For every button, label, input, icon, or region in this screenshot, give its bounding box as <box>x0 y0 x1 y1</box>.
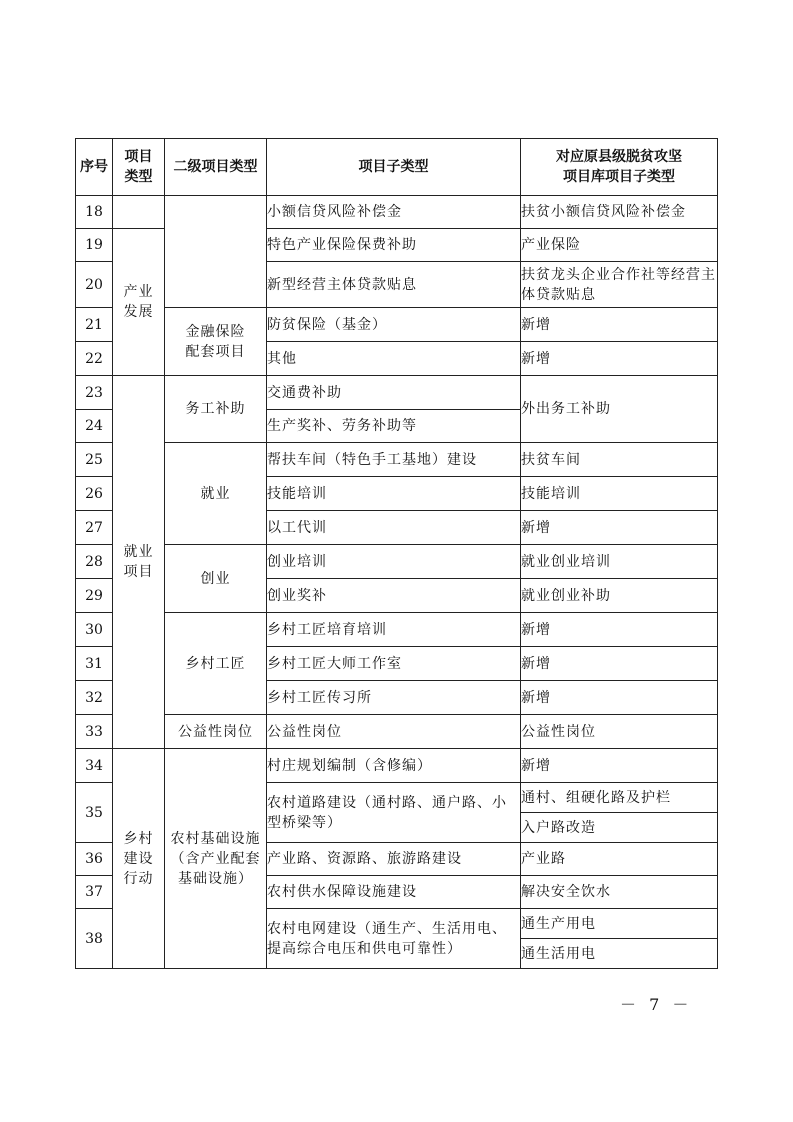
row-num: 26 <box>76 477 113 511</box>
subtype-cell: 交通费补助 <box>267 376 521 410</box>
row-num: 24 <box>76 410 113 443</box>
row-num: 27 <box>76 511 113 545</box>
library-cell: 扶贫龙头企业合作社等经营主体贷款贴息 <box>521 262 718 308</box>
library-cell: 扶贫小额信贷风险补偿金 <box>521 196 718 229</box>
row-num: 34 <box>76 749 113 783</box>
library-cell: 新增 <box>521 342 718 376</box>
row-num: 38 <box>76 909 113 969</box>
library-cell: 新增 <box>521 681 718 715</box>
subtype-cell: 创业奖补 <box>267 579 521 613</box>
level2-cell-public-welfare: 公益性岗位 <box>165 715 267 749</box>
library-cell: 新增 <box>521 511 718 545</box>
subtype-cell: 生产奖补、劳务补助等 <box>267 410 521 443</box>
level2-cell-empty <box>165 196 267 308</box>
subtype-cell: 其他 <box>267 342 521 376</box>
row-num: 23 <box>76 376 113 410</box>
subtype-cell: 防贫保险（基金） <box>267 308 521 342</box>
library-cell: 通村、组硬化路及护栏 <box>521 783 718 813</box>
level2-cell-employment: 就业 <box>165 443 267 545</box>
level2-cell-rural-craftsman: 乡村工匠 <box>165 613 267 715</box>
subtype-cell: 以工代训 <box>267 511 521 545</box>
library-cell: 产业保险 <box>521 229 718 262</box>
library-cell: 入户路改造 <box>521 813 718 843</box>
subtype-cell: 新型经营主体贷款贴息 <box>267 262 521 308</box>
library-cell: 公益性岗位 <box>521 715 718 749</box>
level2-cell-rural-infrastructure: 农村基础设施 （含产业配套 基础设施） <box>165 749 267 969</box>
header-num: 序号 <box>76 139 113 196</box>
subtype-cell: 特色产业保险保费补助 <box>267 229 521 262</box>
library-cell: 外出务工补助 <box>521 376 718 443</box>
table-row <box>76 196 718 229</box>
subtype-cell: 村庄规划编制（含修编） <box>267 749 521 783</box>
library-cell: 新增 <box>521 749 718 783</box>
page-number: － 7 － <box>620 995 693 1014</box>
subtype-cell: 农村供水保障设施建设 <box>267 876 521 909</box>
row-num: 31 <box>76 647 113 681</box>
subtype-cell: 技能培训 <box>267 477 521 511</box>
row-num: 29 <box>76 579 113 613</box>
library-cell: 就业创业培训 <box>521 545 718 579</box>
subtype-cell: 创业培训 <box>267 545 521 579</box>
row-num: 37 <box>76 876 113 909</box>
type-cell-industry: 产业 发展 <box>113 229 165 376</box>
subtype-cell: 帮扶车间（特色手工基地）建设 <box>267 443 521 477</box>
library-cell: 通生产用电 <box>521 909 718 939</box>
row-num: 20 <box>76 262 113 308</box>
header-level2: 二级项目类型 <box>165 139 267 196</box>
header-subtype: 项目子类型 <box>267 139 521 196</box>
row-num: 21 <box>76 308 113 342</box>
row-num: 36 <box>76 843 113 876</box>
subtype-cell: 乡村工匠传习所 <box>267 681 521 715</box>
subtype-cell: 农村道路建设（通村路、通户路、小型桥梁等） <box>267 783 521 843</box>
library-cell: 扶贫车间 <box>521 443 718 477</box>
row-num: 25 <box>76 443 113 477</box>
level2-cell-entrepreneurship: 创业 <box>165 545 267 613</box>
subtype-cell: 小额信贷风险补偿金 <box>267 196 521 229</box>
subtype-cell: 公益性岗位 <box>267 715 521 749</box>
library-cell: 解决安全饮水 <box>521 876 718 909</box>
library-cell: 新增 <box>521 613 718 647</box>
table-row <box>76 376 718 410</box>
library-cell: 技能培训 <box>521 477 718 511</box>
type-cell-rural-construction: 乡村 建设 行动 <box>113 749 165 969</box>
row-num: 19 <box>76 229 113 262</box>
library-cell: 新增 <box>521 308 718 342</box>
table-row <box>76 545 718 579</box>
library-cell: 产业路 <box>521 843 718 876</box>
subtype-cell: 乡村工匠大师工作室 <box>267 647 521 681</box>
row-num: 18 <box>76 196 113 229</box>
header-type: 项目 类型 <box>113 139 165 196</box>
header-library: 对应原县级脱贫攻坚 项目库项目子类型 <box>521 139 718 196</box>
row-num: 32 <box>76 681 113 715</box>
row-num: 30 <box>76 613 113 647</box>
table-header-row <box>76 139 718 196</box>
project-type-table <box>75 138 718 969</box>
level2-cell-finance-insurance: 金融保险 配套项目 <box>165 308 267 376</box>
subtype-cell: 乡村工匠培育培训 <box>267 613 521 647</box>
library-cell: 就业创业补助 <box>521 579 718 613</box>
row-num: 22 <box>76 342 113 376</box>
table-row <box>76 613 718 647</box>
row-num: 33 <box>76 715 113 749</box>
table-row <box>76 749 718 783</box>
subtype-cell: 农村电网建设（通生产、生活用电、提高综合电压和供电可靠性） <box>267 909 521 969</box>
table-row <box>76 715 718 749</box>
library-cell: 新增 <box>521 647 718 681</box>
table-row <box>76 308 718 342</box>
library-cell: 通生活用电 <box>521 939 718 969</box>
type-cell-empty <box>113 196 165 229</box>
level2-cell-work-subsidy: 务工补助 <box>165 376 267 443</box>
row-num: 28 <box>76 545 113 579</box>
type-cell-employment: 就业 项目 <box>113 376 165 749</box>
subtype-cell: 产业路、资源路、旅游路建设 <box>267 843 521 876</box>
table-row <box>76 443 718 477</box>
row-num: 35 <box>76 783 113 843</box>
